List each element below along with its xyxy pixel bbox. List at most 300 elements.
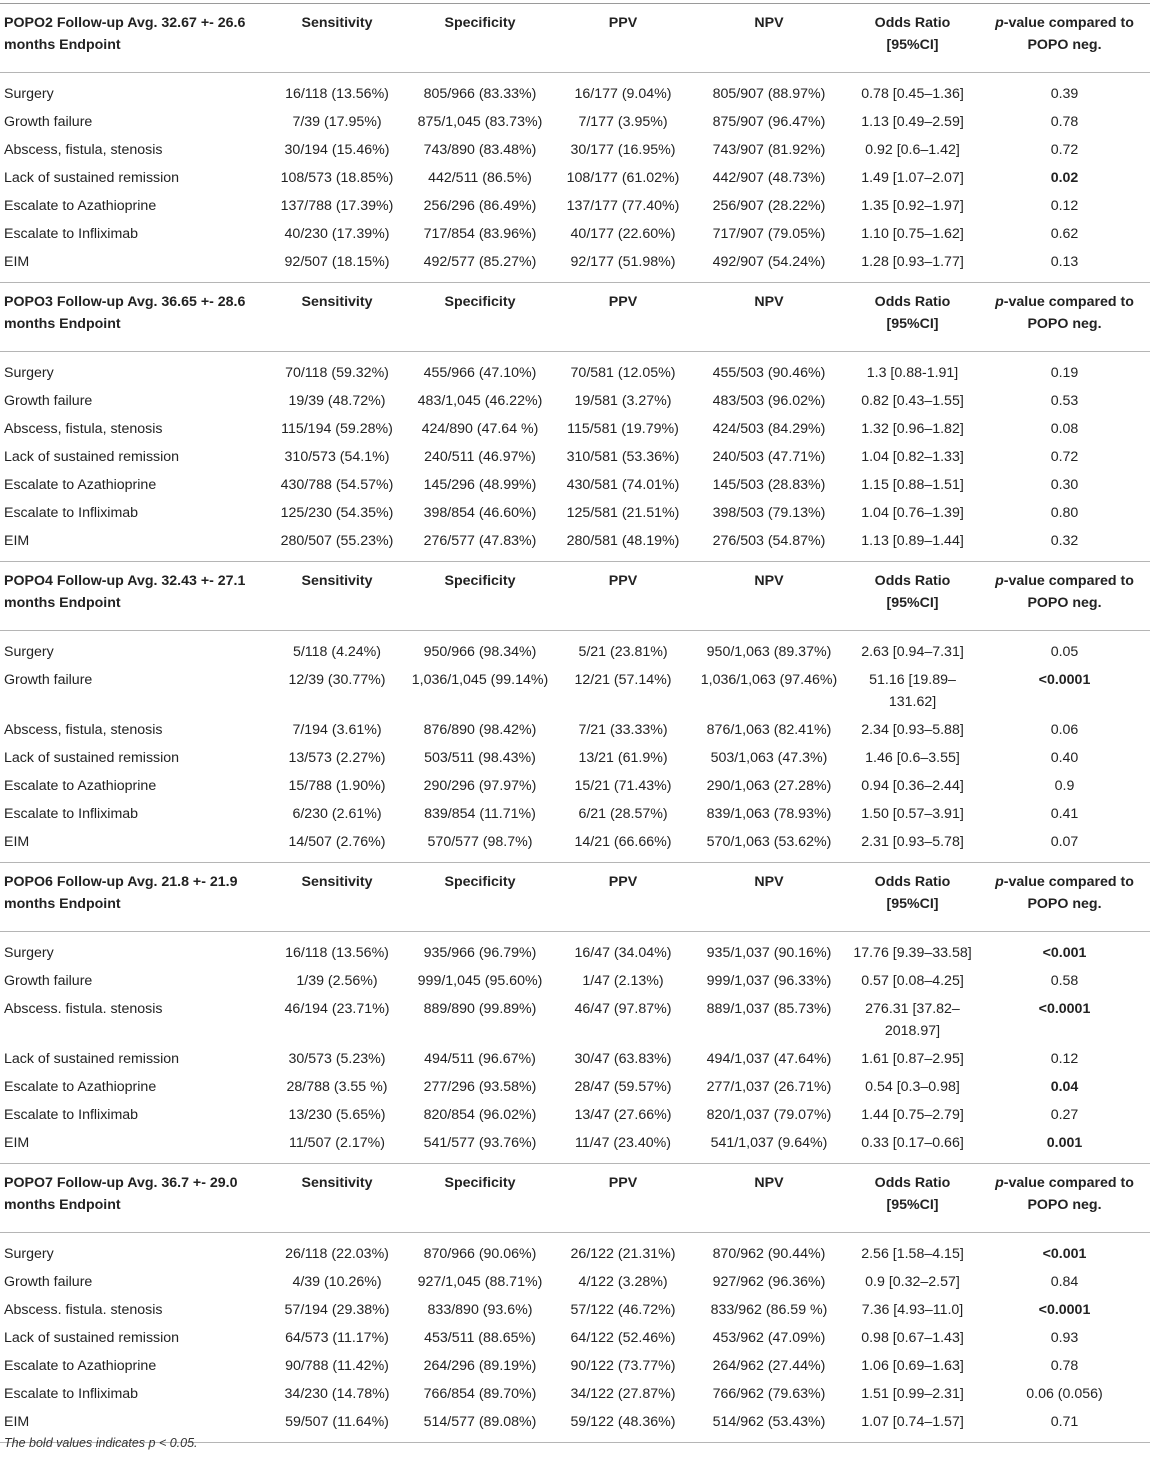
odds-ratio-cell: 1.13 [0.49–2.59] (861, 114, 964, 130)
table-row (0, 164, 1150, 192)
endpoint-cell: Growth failure (4, 393, 93, 409)
group-title: POPO7 Follow-up Avg. 36.7 +- 29.0 months Endpoint (4, 1175, 238, 1213)
sensitivity-cell: 7/194 (3.61%) (292, 722, 382, 738)
sensitivity-cell: 115/194 (59.28%) (281, 421, 393, 437)
p-value-cell: 0.80 (1050, 505, 1079, 521)
specificity-cell: 483/1,045 (46.22%) (417, 393, 543, 409)
npv-cell: 442/907 (48.73%) (712, 170, 826, 186)
npv-cell: 455/503 (90.46%) (688, 352, 850, 388)
sensitivity-cell: 15/788 (1.90%) (288, 778, 386, 794)
sensitivity-cell: 12/39 (30.77%) (288, 672, 386, 688)
p-value-cell: 0.07 (1050, 834, 1079, 850)
specificity-cell: 839/854 (11.71%) (424, 806, 536, 822)
table-row (0, 443, 1150, 471)
table-row (0, 415, 1150, 443)
endpoint-cell: Growth failure (4, 1274, 93, 1290)
sensitivity-cell: 70/118 (59.32%) (272, 352, 402, 388)
p-value-header (975, 562, 1150, 631)
specificity-cell: 256/296 (86.49%) (423, 198, 537, 214)
table-row (0, 772, 1150, 800)
table-row (0, 666, 1150, 716)
ppv-cell: 310/581 (53.36%) (566, 449, 680, 465)
sensitivity-cell: 430/788 (54.57%) (280, 477, 394, 493)
odds-ratio-cell: 1.51 [0.99–2.31] (861, 1386, 964, 1402)
odds-ratio-cell: 0.9 [0.32–2.57] (865, 1274, 960, 1290)
p-value-cell: 0.78 (1050, 114, 1079, 130)
specificity-cell: 999/1,045 (95.60%) (417, 973, 543, 989)
ppv-cell: 14/21 (66.66%) (574, 834, 672, 850)
sensitivity-cell: 16/118 (13.56%) (272, 932, 402, 968)
odds-ratio-header: Odds Ratio [95%CI] (874, 573, 951, 611)
odds-ratio-cell: 2.34 [0.93–5.88] (861, 722, 964, 738)
odds-ratio-cell: 0.78 [0.45–1.36] (850, 73, 975, 109)
ppv-cell: 30/47 (63.83%) (574, 1051, 672, 1067)
odds-ratio-cell: 0.98 [0.67–1.43] (861, 1330, 964, 1346)
p-value-cell: 0.04 (1050, 1079, 1079, 1095)
ppv-cell: 19/581 (3.27%) (574, 393, 672, 409)
odds-ratio-cell: 1.35 [0.92–1.97] (861, 198, 964, 214)
endpoint-cell: Lack of sustained remission (4, 1330, 180, 1346)
table-row (0, 1380, 1150, 1408)
npv-cell: 277/1,037 (26.71%) (706, 1079, 832, 1095)
odds-ratio-cell: 7.36 [4.93–11.0] (861, 1302, 964, 1318)
p-value-cell: 0.06 (0.056) (1026, 1386, 1103, 1402)
ppv-cell: 280/581 (48.19%) (566, 533, 680, 549)
ppv-cell: 57/122 (46.72%) (570, 1302, 676, 1318)
table-row (0, 108, 1150, 136)
npv-header: NPV (754, 1175, 784, 1191)
sensitivity-header: Sensitivity (301, 1175, 373, 1191)
odds-ratio-cell: 1.46 [0.6–3.55] (865, 750, 960, 766)
group-header-row (0, 863, 1150, 932)
odds-ratio-cell: 0.92 [0.6–1.42] (865, 142, 960, 158)
table-row (0, 471, 1150, 499)
p-value-cell: 0.62 (1050, 226, 1079, 242)
p-value-cell: 0.19 (975, 352, 1150, 388)
endpoint-cell: Lack of sustained remission (4, 1051, 180, 1067)
odds-ratio-cell: 1.15 [0.88–1.51] (861, 477, 964, 493)
table-row (0, 527, 1150, 562)
specificity-cell: 455/966 (47.10%) (402, 352, 558, 388)
npv-cell: 805/907 (88.97%) (688, 73, 850, 109)
sensitivity-cell: 16/118 (13.56%) (272, 73, 402, 109)
odds-ratio-cell: 1.28 [0.93–1.77] (861, 254, 964, 270)
npv-cell: 999/1,037 (96.33%) (706, 973, 832, 989)
odds-ratio-cell: 1.32 [0.96–1.82] (861, 421, 964, 437)
specificity-cell: 870/966 (90.06%) (402, 1233, 558, 1269)
specificity-cell: 889/890 (99.89%) (423, 1001, 537, 1017)
endpoint-cell: Growth failure (4, 973, 93, 989)
npv-cell: 145/503 (28.83%) (712, 477, 826, 493)
sensitivity-cell: 14/507 (2.76%) (288, 834, 386, 850)
odds-ratio-header: Odds Ratio [95%CI] (874, 294, 951, 332)
sensitivity-header: Sensitivity (301, 573, 373, 589)
p-value-cell: <0.0001 (1038, 1302, 1091, 1318)
p-value-cell: 0.9 (1054, 778, 1075, 794)
npv-cell: 876/1,063 (82.41%) (706, 722, 832, 738)
npv-cell: 398/503 (79.13%) (712, 505, 826, 521)
endpoint-cell: Escalate to Infliximab (4, 1107, 139, 1123)
npv-cell: 290/1,063 (27.28%) (706, 778, 832, 794)
ppv-cell: 16/177 (9.04%) (558, 73, 688, 109)
endpoint-cell: Escalate to Azathioprine (4, 198, 157, 214)
endpoint-cell: EIM (4, 254, 30, 270)
sensitivity-cell: 64/573 (11.17%) (285, 1330, 389, 1346)
p-value-cell: 0.84 (1050, 1274, 1079, 1290)
ppv-cell: 11/47 (23.40%) (575, 1135, 671, 1151)
table-row (0, 1045, 1150, 1073)
p-value-header-p: p (995, 15, 1004, 31)
ppv-cell: 13/21 (61.9%) (578, 750, 668, 766)
sensitivity-cell: 280/507 (55.23%) (280, 533, 394, 549)
specificity-cell: 766/854 (89.70%) (423, 1386, 537, 1402)
group-header-row (0, 1164, 1150, 1233)
odds-ratio-cell: 0.54 [0.3–0.98] (865, 1079, 960, 1095)
odds-ratio-cell: 276.31 [37.82–2018.97] (865, 1001, 960, 1039)
npv-cell: 950/1,063 (89.37%) (688, 631, 850, 667)
specificity-cell: 805/966 (83.33%) (402, 73, 558, 109)
npv-cell: 743/907 (81.92%) (712, 142, 826, 158)
sensitivity-cell: 4/39 (10.26%) (292, 1274, 382, 1290)
ppv-cell: 16/47 (34.04%) (558, 932, 688, 968)
sensitivity-cell: 90/788 (11.42%) (285, 1358, 389, 1374)
p-value-header-rest: -value compared to POPO neg. (1003, 15, 1134, 53)
endpoint-cell: Abscess, fistula, stenosis (4, 722, 163, 738)
sensitivity-cell: 19/39 (48.72%) (288, 393, 386, 409)
sensitivity-cell: 13/573 (2.27%) (288, 750, 386, 766)
npv-cell: 870/962 (90.44%) (688, 1233, 850, 1269)
specificity-cell: 145/296 (48.99%) (423, 477, 537, 493)
specificity-cell: 424/890 (47.64 %) (421, 421, 539, 437)
specificity-cell: 743/890 (83.48%) (423, 142, 537, 158)
endpoint-cell: Surgery (0, 1233, 272, 1269)
specificity-cell: 277/296 (93.58%) (423, 1079, 537, 1095)
ppv-cell: 30/177 (16.95%) (570, 142, 676, 158)
specificity-header: Specificity (444, 1175, 516, 1191)
p-value-cell: 0.72 (1050, 449, 1079, 465)
endpoint-cell: Growth failure (4, 114, 93, 130)
endpoint-cell: Surgery (0, 932, 272, 968)
endpoint-cell: Escalate to Azathioprine (4, 477, 157, 493)
npv-cell: 256/907 (28.22%) (712, 198, 826, 214)
table-row (0, 1129, 1150, 1164)
npv-header: NPV (754, 15, 784, 31)
table-row (0, 1233, 1150, 1269)
endpoint-cell: EIM (4, 1414, 30, 1430)
table-row (0, 716, 1150, 744)
ppv-cell: 90/122 (73.77%) (570, 1358, 676, 1374)
p-value-cell: 0.93 (1050, 1330, 1079, 1346)
specificity-cell: 833/890 (93.6%) (427, 1302, 533, 1318)
ppv-cell: 5/21 (23.81%) (558, 631, 688, 667)
sensitivity-header: Sensitivity (301, 15, 373, 31)
ppv-cell: 137/177 (77.40%) (566, 198, 680, 214)
npv-cell: 240/503 (47.71%) (712, 449, 826, 465)
sensitivity-cell: 5/118 (4.24%) (272, 631, 402, 667)
specificity-cell: 494/511 (96.67%) (424, 1051, 536, 1067)
npv-cell: 503/1,063 (47.3%) (710, 750, 828, 766)
endpoint-cell: Abscess. fistula. stenosis (4, 1302, 163, 1318)
ppv-header: PPV (608, 294, 638, 310)
p-value-header-rest: -value compared to POPO neg. (1003, 1175, 1134, 1213)
sensitivity-cell: 125/230 (54.35%) (280, 505, 394, 521)
sensitivity-cell: 28/788 (3.55 %) (286, 1079, 388, 1095)
table-row (0, 1073, 1150, 1101)
table-row (0, 192, 1150, 220)
p-value-cell: 0.05 (975, 631, 1150, 667)
p-value-header-p: p (995, 573, 1004, 589)
npv-cell: 889/1,037 (85.73%) (706, 1001, 832, 1017)
specificity-cell: 1,036/1,045 (99.14%) (411, 672, 549, 688)
sensitivity-cell: 30/573 (5.23%) (288, 1051, 386, 1067)
p-value-cell: <0.0001 (1038, 1001, 1091, 1017)
specificity-cell: 290/296 (97.97%) (423, 778, 537, 794)
table-row (0, 1268, 1150, 1296)
odds-ratio-cell: 1.3 [0.88-1.91] (850, 352, 975, 388)
sensitivity-cell: 34/230 (14.78%) (284, 1386, 390, 1402)
table-group (0, 562, 1150, 863)
odds-ratio-cell: 2.63 [0.94–7.31] (850, 631, 975, 667)
specificity-header: Specificity (444, 15, 516, 31)
sensitivity-cell: 7/39 (17.95%) (292, 114, 382, 130)
table-row (0, 499, 1150, 527)
p-value-header-rest: -value compared to POPO neg. (1003, 294, 1134, 332)
endpoint-cell: EIM (4, 834, 30, 850)
group-title: POPO4 Follow-up Avg. 32.43 +- 27.1 months Endpoint (4, 573, 246, 611)
npv-cell: 514/962 (53.43%) (712, 1414, 826, 1430)
p-value-cell: 0.32 (1050, 533, 1079, 549)
results-table (0, 4, 1150, 1443)
table-row (0, 828, 1150, 863)
odds-ratio-cell: 1.04 [0.76–1.39] (861, 505, 964, 521)
specificity-cell: 398/854 (46.60%) (423, 505, 537, 521)
specificity-header: Specificity (444, 874, 516, 890)
npv-cell: 453/962 (47.09%) (712, 1330, 826, 1346)
specificity-cell: 492/577 (85.27%) (423, 254, 537, 270)
group-title: POPO2 Follow-up Avg. 32.67 +- 26.6 months Endpoint (4, 15, 246, 53)
group-title: POPO3 Follow-up Avg. 36.65 +- 28.6 months Endpoint (4, 294, 246, 332)
sensitivity-cell: 59/507 (11.64%) (285, 1414, 389, 1430)
p-value-header-rest: -value compared to POPO neg. (1003, 573, 1134, 611)
ppv-cell: 46/47 (97.87%) (574, 1001, 672, 1017)
ppv-cell: 40/177 (22.60%) (570, 226, 676, 242)
sensitivity-cell: 6/230 (2.61%) (292, 806, 382, 822)
specificity-cell: 717/854 (83.96%) (423, 226, 537, 242)
endpoint-cell: Escalate to Infliximab (4, 1386, 139, 1402)
endpoint-cell: Lack of sustained remission (4, 750, 180, 766)
group-title: POPO6 Follow-up Avg. 21.8 +- 21.9 months Endpoint (4, 874, 238, 912)
sensitivity-cell: 11/507 (2.17%) (289, 1135, 385, 1151)
sensitivity-cell: 40/230 (17.39%) (284, 226, 390, 242)
ppv-cell: 1/47 (2.13%) (582, 973, 664, 989)
specificity-cell: 240/511 (46.97%) (424, 449, 536, 465)
ppv-cell: 115/581 (19.79%) (567, 421, 679, 437)
p-value-cell: 0.06 (1050, 722, 1079, 738)
specificity-cell: 876/890 (98.42%) (423, 722, 537, 738)
odds-ratio-header: Odds Ratio [95%CI] (874, 15, 951, 53)
p-value-header-p: p (995, 294, 1004, 310)
table-row (0, 1352, 1150, 1380)
p-value-cell: 0.27 (1050, 1107, 1079, 1123)
table-row (0, 73, 1150, 109)
p-value-cell: 0.41 (1050, 806, 1079, 822)
endpoint-cell: Surgery (0, 631, 272, 667)
specificity-cell: 503/511 (98.43%) (424, 750, 536, 766)
odds-ratio-cell: 1.10 [0.75–1.62] (861, 226, 964, 242)
p-value-cell: 0.40 (1050, 750, 1079, 766)
specificity-cell: 950/966 (98.34%) (402, 631, 558, 667)
endpoint-cell: Abscess, fistula, stenosis (4, 142, 163, 158)
specificity-cell: 442/511 (86.5%) (428, 170, 532, 186)
ppv-cell: 64/122 (52.46%) (570, 1330, 676, 1346)
sensitivity-cell: 108/573 (18.85%) (280, 170, 394, 186)
npv-cell: 541/1,037 (9.64%) (710, 1135, 828, 1151)
ppv-cell: 15/21 (71.43%) (574, 778, 672, 794)
ppv-header: PPV (608, 15, 638, 31)
table-row (0, 1101, 1150, 1129)
table-row (0, 631, 1150, 667)
odds-ratio-cell: 0.33 [0.17–0.66] (861, 1135, 964, 1151)
odds-ratio-cell: 1.50 [0.57–3.91] (861, 806, 964, 822)
npv-header: NPV (754, 573, 784, 589)
sensitivity-header: Sensitivity (301, 874, 373, 890)
p-value-cell: 0.30 (1050, 477, 1079, 493)
group-header-row (0, 562, 1150, 631)
npv-cell: 839/1,063 (78.93%) (706, 806, 832, 822)
table-row (0, 744, 1150, 772)
p-value-header (975, 863, 1150, 932)
p-value-cell: 0.39 (975, 73, 1150, 109)
p-value-cell: <0.0001 (1038, 672, 1091, 688)
ppv-cell: 125/581 (21.51%) (566, 505, 680, 521)
odds-ratio-cell: 1.07 [0.74–1.57] (861, 1414, 964, 1430)
table-footnote (4, 1436, 198, 1450)
p-value-cell: 0.02 (1050, 170, 1079, 186)
p-value-header-p: p (995, 1175, 1004, 1191)
sensitivity-cell: 13/230 (5.65%) (288, 1107, 386, 1123)
endpoint-cell: Lack of sustained remission (4, 449, 180, 465)
sensitivity-cell: 1/39 (2.56%) (296, 973, 378, 989)
npv-cell: 766/962 (79.63%) (712, 1386, 826, 1402)
odds-ratio-cell: 0.57 [0.08–4.25] (861, 973, 964, 989)
p-value-cell: 0.78 (1050, 1358, 1079, 1374)
table-row (0, 1296, 1150, 1324)
sensitivity-cell: 310/573 (54.1%) (284, 449, 390, 465)
specificity-cell: 570/577 (98.7%) (427, 834, 533, 850)
sensitivity-header: Sensitivity (301, 294, 373, 310)
table-group (0, 863, 1150, 1164)
table-row (0, 1324, 1150, 1352)
endpoint-cell: Escalate to Infliximab (4, 806, 139, 822)
p-value-cell: <0.001 (975, 1233, 1150, 1269)
npv-cell: 927/962 (96.36%) (712, 1274, 826, 1290)
sensitivity-cell: 57/194 (29.38%) (284, 1302, 390, 1318)
odds-ratio-cell: 1.49 [1.07–2.07] (861, 170, 964, 186)
odds-ratio-cell: 0.82 [0.43–1.55] (861, 393, 964, 409)
odds-ratio-cell: 0.94 [0.36–2.44] (861, 778, 964, 794)
sensitivity-cell: 46/194 (23.71%) (284, 1001, 390, 1017)
specificity-cell: 927/1,045 (88.71%) (417, 1274, 543, 1290)
table-group (0, 283, 1150, 562)
footnote-expression: p < 0.05. (148, 1436, 198, 1450)
odds-ratio-header: Odds Ratio [95%CI] (874, 1175, 951, 1213)
p-value-header (975, 4, 1150, 73)
table-group (0, 4, 1150, 283)
npv-cell: 570/1,063 (53.62%) (706, 834, 832, 850)
npv-cell: 494/1,037 (47.64%) (706, 1051, 832, 1067)
p-value-header (975, 283, 1150, 352)
endpoint-cell: EIM (4, 533, 30, 549)
npv-cell: 1,036/1,063 (97.46%) (700, 672, 838, 688)
p-value-cell: 0.58 (1050, 973, 1079, 989)
endpoint-cell: Abscess, fistula, stenosis (4, 421, 163, 437)
table-row (0, 248, 1150, 283)
ppv-header: PPV (608, 874, 638, 890)
p-value-cell: 0.08 (1050, 421, 1079, 437)
group-header-row (0, 4, 1150, 73)
sensitivity-cell: 137/788 (17.39%) (280, 198, 394, 214)
p-value-header (975, 1164, 1150, 1233)
table-row (0, 967, 1150, 995)
specificity-cell: 820/854 (96.02%) (423, 1107, 537, 1123)
ppv-cell: 13/47 (27.66%) (574, 1107, 672, 1123)
ppv-cell: 6/21 (28.57%) (578, 806, 668, 822)
endpoint-cell: Surgery (0, 352, 272, 388)
p-value-cell: 0.12 (1050, 198, 1079, 214)
npv-cell: 483/503 (96.02%) (712, 393, 826, 409)
p-value-cell: 0.001 (1046, 1135, 1083, 1151)
npv-cell: 492/907 (54.24%) (712, 254, 826, 270)
endpoint-cell: Escalate to Azathioprine (4, 778, 157, 794)
group-header-row (0, 283, 1150, 352)
ppv-cell: 4/122 (3.28%) (578, 1274, 668, 1290)
specificity-cell: 276/577 (47.83%) (423, 533, 537, 549)
p-value-cell: <0.001 (975, 932, 1150, 968)
endpoint-cell: Escalate to Infliximab (4, 505, 139, 521)
npv-cell: 717/907 (79.05%) (712, 226, 826, 242)
endpoint-cell: Surgery (0, 73, 272, 109)
sensitivity-cell: 30/194 (15.46%) (284, 142, 390, 158)
specificity-cell: 541/577 (93.76%) (423, 1135, 537, 1151)
specificity-cell: 514/577 (89.08%) (423, 1414, 537, 1430)
ppv-cell: 92/177 (51.98%) (570, 254, 676, 270)
npv-header: NPV (754, 874, 784, 890)
npv-cell: 820/1,037 (79.07%) (706, 1107, 832, 1123)
ppv-cell: 28/47 (59.57%) (574, 1079, 672, 1095)
npv-cell: 424/503 (84.29%) (712, 421, 826, 437)
npv-header: NPV (754, 294, 784, 310)
endpoint-cell: Lack of sustained remission (4, 170, 180, 186)
footnote-text: The bold values indicates (4, 1436, 149, 1450)
endpoint-cell: Escalate to Infliximab (4, 226, 139, 242)
specificity-cell: 264/296 (89.19%) (423, 1358, 537, 1374)
odds-ratio-cell: 2.56 [1.58–4.15] (850, 1233, 975, 1269)
ppv-cell: 12/21 (57.14%) (574, 672, 672, 688)
table-row (0, 800, 1150, 828)
table-row (0, 352, 1150, 388)
ppv-cell: 430/581 (74.01%) (566, 477, 680, 493)
p-value-cell: 0.12 (1050, 1051, 1079, 1067)
endpoint-cell: Growth failure (4, 672, 93, 688)
ppv-cell: 7/177 (3.95%) (578, 114, 668, 130)
npv-cell: 833/962 (86.59 %) (710, 1302, 828, 1318)
ppv-cell: 34/122 (27.87%) (570, 1386, 676, 1402)
odds-ratio-cell: 2.31 [0.93–5.78] (861, 834, 964, 850)
ppv-cell: 59/122 (48.36%) (570, 1414, 676, 1430)
p-value-cell: 0.72 (1050, 142, 1079, 158)
p-value-cell: 0.13 (1050, 254, 1079, 270)
specificity-header: Specificity (444, 294, 516, 310)
